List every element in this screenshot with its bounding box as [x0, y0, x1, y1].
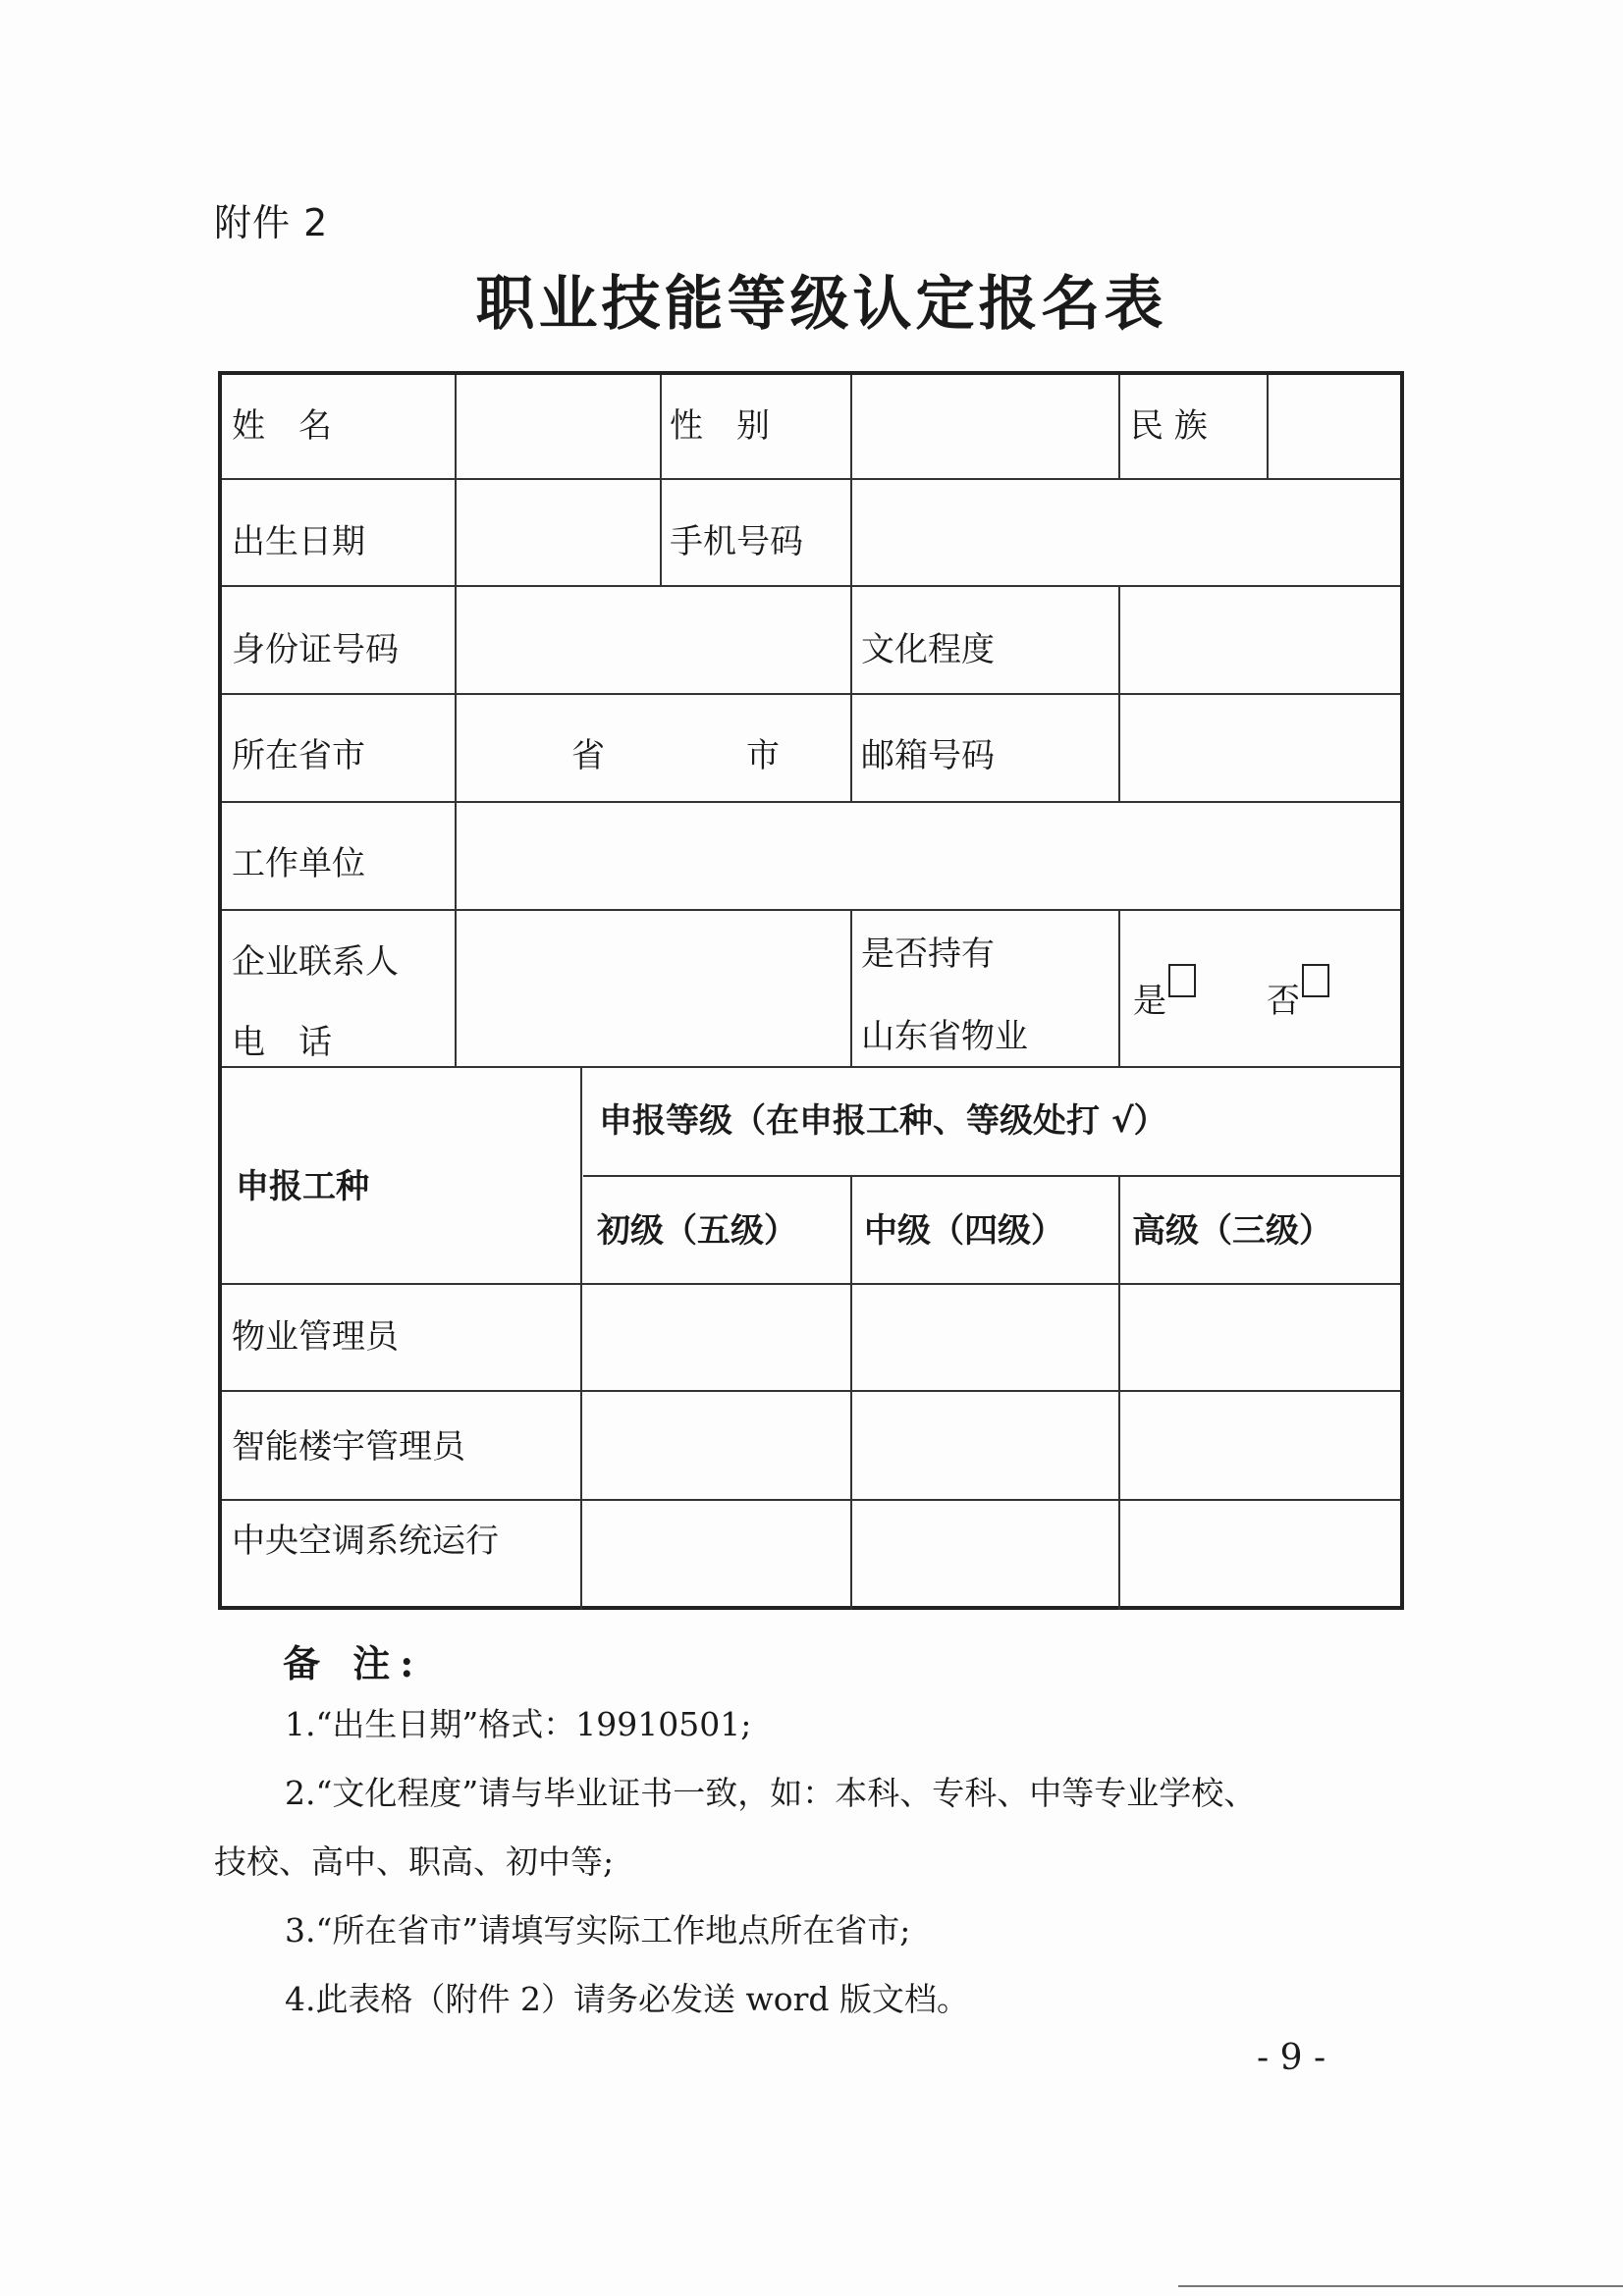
birthdate-field[interactable] — [460, 522, 656, 561]
employer-label: 工作单位 — [232, 844, 365, 883]
job-type-central-ac-operation: 中央空调系统运行 — [232, 1522, 499, 1561]
gender-field[interactable] — [855, 406, 1110, 446]
select-central-ac-junior[interactable] — [585, 1504, 848, 1604]
email-label: 邮箱号码 — [861, 736, 995, 775]
row-divider — [222, 693, 1400, 695]
phone-field[interactable] — [855, 522, 1385, 561]
job-type-property-manager: 物业管理员 — [232, 1317, 399, 1357]
select-smart-building-senior[interactable] — [1122, 1396, 1395, 1496]
select-smart-building-junior[interactable] — [585, 1396, 848, 1496]
province-suffix: 省 — [571, 736, 605, 775]
id-number-label: 身份证号码 — [232, 630, 399, 669]
cert-question-line2: 山东省物业 — [861, 1017, 1028, 1056]
select-property-manager-intermediate[interactable] — [854, 1288, 1117, 1388]
select-central-ac-senior[interactable] — [1122, 1504, 1395, 1604]
select-central-ac-intermediate[interactable] — [854, 1504, 1117, 1604]
notes-title: 备 注: — [283, 1641, 424, 1685]
scan-edge-line — [1178, 2285, 1623, 2287]
row-divider — [222, 801, 1400, 803]
level-intermediate: 中级（四级） — [864, 1211, 1064, 1251]
ethnicity-label: 民 族 — [1130, 406, 1208, 446]
cert-question-line1: 是否持有 — [861, 934, 995, 974]
col-divider — [850, 375, 852, 801]
note-item-1: 1.“出生日期”格式：19910501; — [285, 1705, 752, 1743]
col-divider — [850, 909, 852, 1066]
col-divider — [660, 375, 662, 585]
employer-field[interactable] — [460, 844, 1392, 883]
row-divider — [583, 1175, 1400, 1177]
col-divider — [1118, 375, 1120, 478]
gender-label: 性 别 — [670, 406, 770, 446]
row-divider — [222, 1066, 1400, 1068]
attachment-label: 附件 2 — [214, 201, 329, 244]
level-senior: 高级（三级） — [1132, 1211, 1332, 1251]
birthdate-label: 出生日期 — [232, 522, 365, 561]
level-header: 申报等级（在申报工种、等级处打 √） — [599, 1101, 1167, 1141]
col-divider — [1118, 1175, 1120, 1610]
note-item-3: 3.“所在省市”请填写实际工作地点所在省市; — [285, 1911, 911, 1949]
contact-label-line1: 企业联系人 — [232, 942, 399, 982]
col-divider — [1118, 909, 1120, 1066]
yes-checkbox[interactable] — [1168, 964, 1196, 997]
phone-label: 手机号码 — [670, 522, 803, 561]
row-divider — [222, 1499, 1400, 1501]
note-item-2: 2.“文化程度”请与毕业证书一致，如：本科、专科、中等专业学校、 — [285, 1774, 1257, 1812]
education-label: 文化程度 — [861, 630, 995, 669]
location-label: 所在省市 — [232, 736, 365, 775]
col-divider — [1118, 585, 1120, 801]
education-field[interactable] — [1125, 630, 1390, 669]
col-divider — [850, 1175, 852, 1610]
cert-yes-label: 是 — [1133, 982, 1166, 1021]
level-junior: 初级（五级） — [597, 1211, 797, 1251]
cert-no-option[interactable] — [1267, 982, 1329, 1021]
name-field[interactable] — [460, 406, 656, 446]
id-number-field[interactable] — [460, 630, 842, 669]
row-divider — [222, 909, 1400, 911]
select-smart-building-intermediate[interactable] — [854, 1396, 1117, 1496]
job-type-smart-building-manager: 智能楼宇管理员 — [232, 1427, 465, 1467]
row-divider — [222, 478, 1400, 480]
registration-form-table — [218, 371, 1404, 1610]
no-checkbox[interactable] — [1302, 964, 1329, 997]
job-type-label: 申报工种 — [236, 1167, 369, 1206]
col-divider — [1267, 375, 1269, 478]
city-suffix: 市 — [746, 736, 780, 775]
cert-yes-option[interactable] — [1133, 982, 1196, 1021]
row-divider — [222, 1390, 1400, 1392]
select-property-manager-junior[interactable] — [585, 1288, 848, 1388]
col-divider — [580, 1066, 582, 1610]
row-divider — [222, 1283, 1400, 1285]
select-property-manager-senior[interactable] — [1122, 1288, 1395, 1388]
name-label: 姓 名 — [232, 406, 332, 446]
contact-phone-field[interactable] — [460, 964, 842, 1023]
ethnicity-field[interactable] — [1272, 406, 1390, 446]
city-field[interactable] — [615, 736, 732, 775]
col-divider — [455, 375, 457, 1066]
cert-no-label: 否 — [1267, 982, 1300, 1021]
note-item-4: 4.此表格（附件 2）请务必发送 word 版文档。 — [285, 1980, 969, 2018]
contact-label-line2: 电 话 — [232, 1023, 332, 1062]
note-item-2-continued: 技校、高中、职高、初中等; — [214, 1842, 615, 1881]
page-number: - 9 - — [1257, 2038, 1326, 2078]
email-field[interactable] — [1125, 736, 1390, 775]
row-divider — [222, 585, 1400, 587]
document-title: 职业技能等级认定报名表 — [475, 270, 1167, 339]
